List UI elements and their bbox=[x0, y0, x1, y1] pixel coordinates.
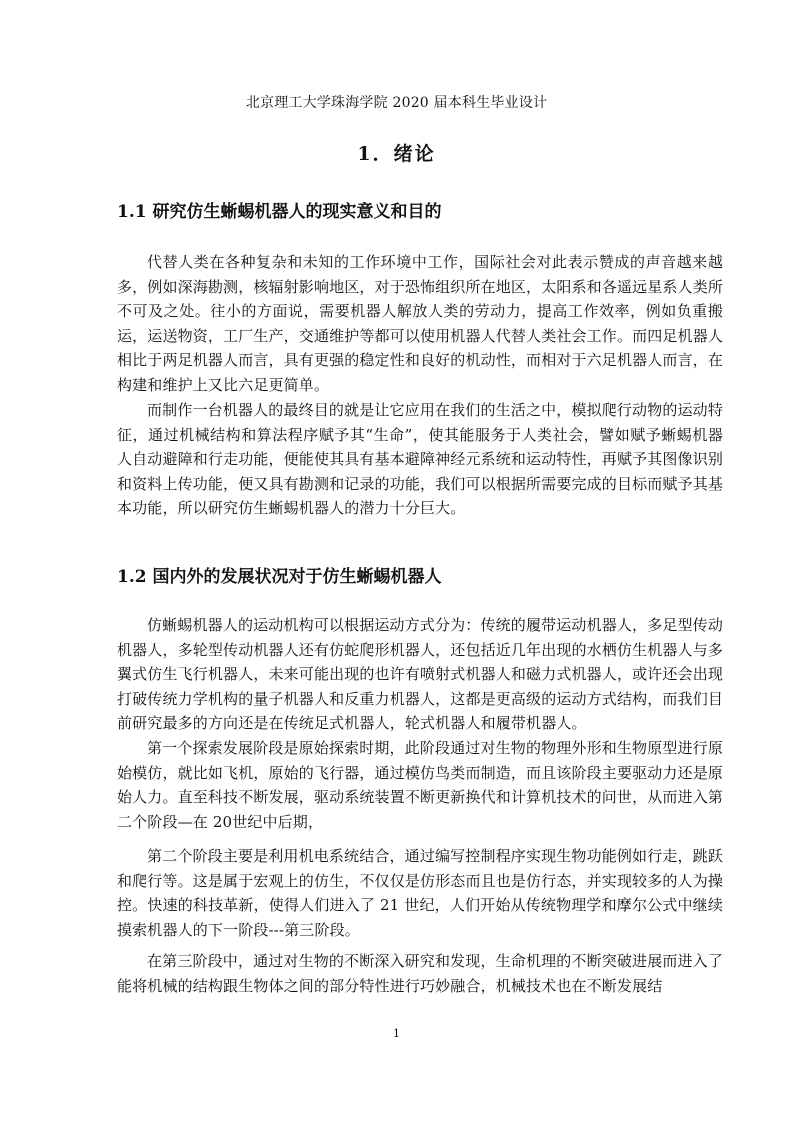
body-paragraph: 第二个阶段主要是利用机电系统结合，通过编写控制程序实现生物功能例如行走，跳跃和爬行等。这是属于宏观上的仿生，不仅仅是仿形态而且也是仿行态，并实现较多的人为操控。快速的科技革新，使得人们进入了 21 世纪，人们开始从传统物理学和摩尔公式中继续摸索机器人的下一阶段---第三阶段。 bbox=[117, 847, 724, 939]
page-number: 1 bbox=[393, 1027, 400, 1040]
body-paragraph: 代替人类在各种复杂和未知的工作环境中工作，国际社会对此表示赞成的声音越来越多，例如深海勘测，核辐射影响地区，对于恐怖组织所在地区，太阳系和各遥远星系人类所不可及之处。往小的方面说，需要机器人解放人类的劳动力，提高工作效率，例如负重搬运，运送物资，工厂生产，交通维护等都可以使用机器人代替人类社会工作。而四足机器人相比于两足机器人而言，具有更强的稳定性和良好的机动性，而相对于六足机器人而言，在构建和维护上又比六足更简单。 bbox=[117, 253, 724, 394]
running-header: 北京理工大学珠海学院 2020 届本科生毕业设计 bbox=[245, 95, 548, 111]
body-paragraph: 而制作一台机器人的最终目的就是让它应用在我们的生活之中，模拟爬行动物的运动特征，通过机械结构和算法程序赋予其“生命”，使其能服务于人类社会，譬如赋予蜥蜴机器人自动避障和行走功能，便能使其具有基本避障神经元系统和运动特性，再赋予其图像识别和资料上传功能，便又具有勘测和记录的功能，我们可以根据所需要完成的目标而赋予其基本功能，所以研究仿生蜥蜴机器人的潜力十分巨大。 bbox=[117, 401, 724, 518]
section-heading-1-2: 1.2 国内外的发展状况对于仿生蜥蜴机器人 bbox=[117, 567, 442, 587]
body-paragraph: 仿蜥蜴机器人的运动机构可以根据运动方式分为：传统的履带运动机器人，多足型传动机器人，多轮型传动机器人还有仿蛇爬形机器人，还包括近几年出现的水栖仿生机器人与多翼式仿生飞行机器人，未来可能出现的也许有喷射式机器人和磁力式机器人，或许还会出现打破传统力学机构的量子机器人和反重力机器人，这都是更高级的运动方式结构，而我们目前研究最多的方向还是在传统足式机器人，轮式机器人和履带机器人。 bbox=[117, 616, 724, 733]
chapter-title: 1．绪论 bbox=[357, 143, 436, 165]
section-heading-1-1: 1.1 研究仿生蜥蜴机器人的现实意义和目的 bbox=[117, 202, 442, 222]
body-paragraph: 第一个探索发展阶段是原始探索时期，此阶段通过对生物的物理外形和生物原型进行原始模仿，就比如飞机，原始的飞行器，通过模仿鸟类而制造，而且该阶段主要驱动力还是原始人力。直至科技不断发展，驱动系统装置不断更新换代和计算机技术的问世，从而进入第二个阶段—在 20世纪中后期， bbox=[117, 739, 724, 831]
body-paragraph: 在第三阶段中，通过对生物的不断深入研究和发现，生命机理的不断突破进展而进入了能将机械的结构跟生物体之间的部分特性进行巧妙融合，机械技术也在不断发展结 bbox=[117, 952, 723, 995]
